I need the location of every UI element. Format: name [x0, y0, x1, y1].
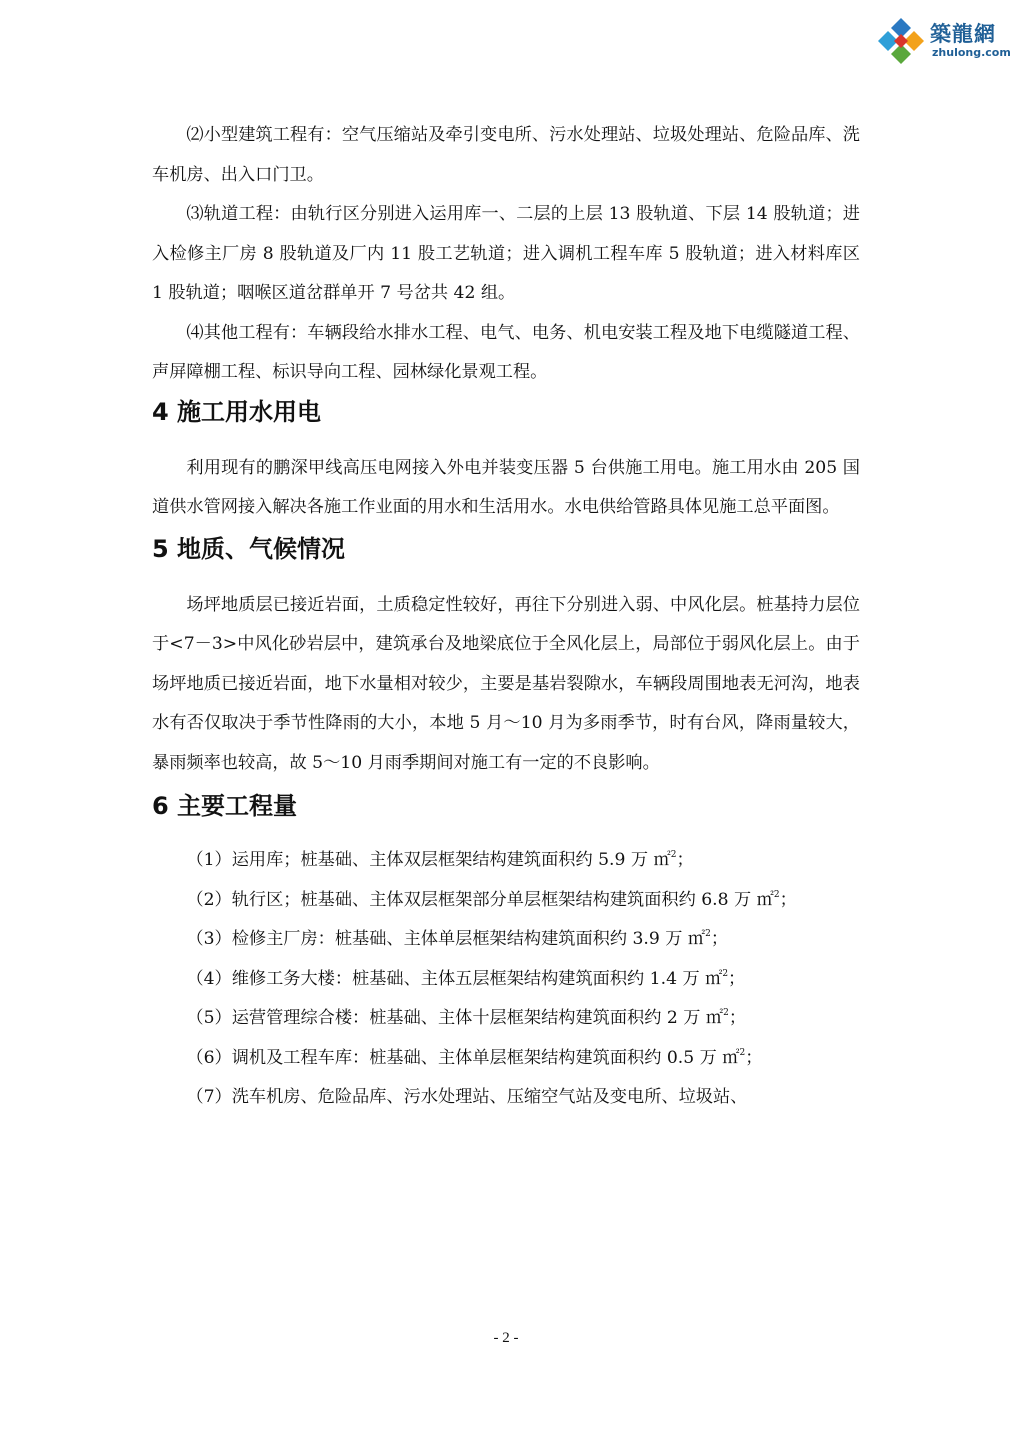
paragraph-other-works: ⑷其他工程有：车辆段给水排水工程、电气、电务、机电安装工程及地下电缆隧道工程、声屏障棚工程、标识导向工程、园林绿化景观工程。: [152, 322, 860, 382]
quantity-item: （3）检修主厂房：桩基础、主体单层框架结构建筑面积约 3.9 万 ㎡$^2$；: [186, 929, 729, 949]
page-number: - 2 -: [493, 1330, 519, 1346]
document-body: [152, 116, 860, 1118]
quantity-item: （4）维修工务大楼：桩基础、主体五层框架结构建筑面积约 1.4 万 ㎡$^2$；: [186, 968, 746, 989]
paragraph-track-works: ⑶轨道工程：由轨行区分别进入运用库一、二层的上层 13 股轨道、下层 14 股轨道；进入检修主厂房 8 股轨道及厂内 11 股工艺轨道；进入调机工程车库 5 股轨道；进入材料库区 1 股轨道；咽喉区道岔群单开 7 号岔共 42 组。: [152, 204, 860, 303]
quantity-item: （2）轨行区；桩基础、主体双层框架部分单层框架结构建筑面积约 6.8 万 ㎡$^2$；: [186, 889, 797, 910]
section-heading-main-quantities: 6 主要工程量: [152, 792, 298, 820]
paragraph-geology-climate: 场坪地质层已接近岩面，土质稳定性较好，再往下分别进入弱、中风化层。桩基持力层位于<7－3>中风化砂岩层中，建筑承台及地梁底位于全风化层上，局部位于弱风化层上。由于场坪地质已接近岩面，地下水量相对较少，主要是基岩裂隙水，车辆段周围地表无河沟，地表水有否仅取决于季节性降雨的大小，本地 5 月～10 月为多雨季节，时有台风，降雨量较大，暴雨频率也较高，故 5～10 月雨季期间对施工有一定的不良影响。: [152, 594, 860, 773]
logo-diamond-icon: [876, 16, 926, 66]
quantity-item: （6）调机及工程车库：桩基础、主体单层框架结构建筑面积约 0.5 万 ㎡$^2$；: [186, 1047, 763, 1068]
section-heading-water-power: 4 施工用水用电: [152, 397, 322, 426]
quantity-item: （7）洗车机房、危险品库、污水处理站、压缩空气站及变电所、垃圾站、: [186, 1087, 748, 1107]
quantity-item: （5）运营管理综合楼：桩基础、主体十层框架结构建筑面积约 2 万 ㎡$^2$；: [186, 1008, 747, 1028]
paragraph-water-power: 利用现有的鹏深甲线高压电网接入外电并装变压器 5 台供施工用电。施工用水由 205 国道供水管网接入解决各施工作业面的用水和生活用水。水电供给管路具体见施工总平面图。: [152, 457, 860, 517]
quantity-item: （1）运用库；桩基础、主体双层框架结构建筑面积约 5.9 万 ㎡$^2$；: [186, 850, 694, 870]
paragraph-small-buildings: ⑵小型建筑工程有：空气压缩站及牵引变电所、污水处理站、垃圾处理站、危险品库、洗车机房、出入口门卫。: [152, 125, 860, 185]
logo-name: 築龍網: [930, 22, 996, 46]
zhulong-logo: [876, 14, 1012, 64]
section-heading-geology-climate: 5 地质、气候情况: [152, 534, 346, 563]
logo-url: zhulong.com: [932, 46, 1011, 59]
